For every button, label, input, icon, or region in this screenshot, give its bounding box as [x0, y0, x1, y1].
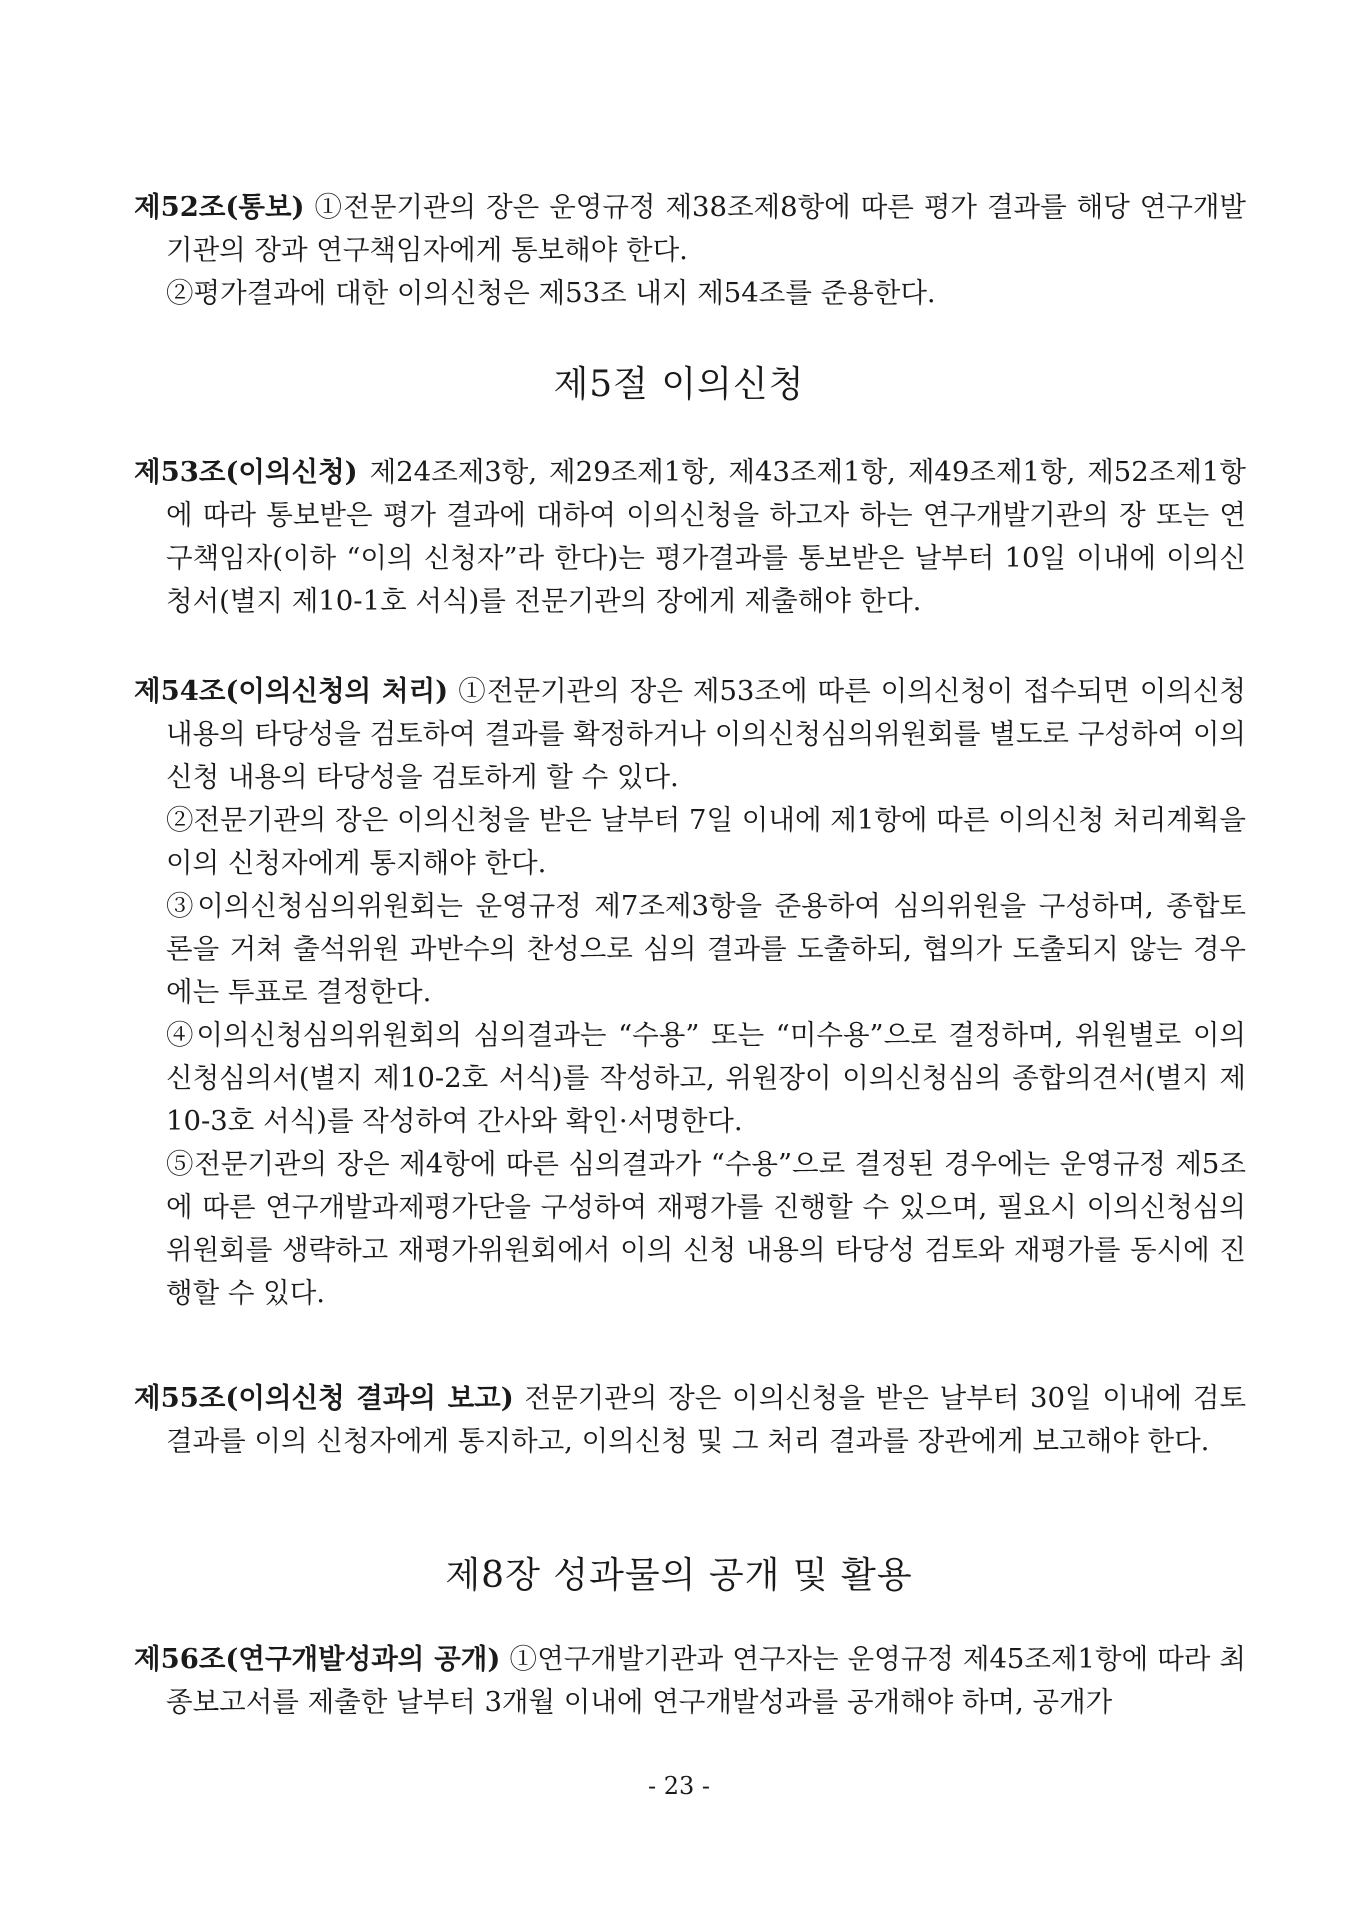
article-52-paragraph-1 [134, 186, 1246, 272]
article-53-text: 제24조제3항, 제29조제1항, 제43조제1항, 제49조제1항, 제52조제1항에 따라 통보받은 평가 결과에 대하여 이의신청을 하고자 하는 연구개발기관의 장 또는 연구책임자(이하 “이의 신청자”라 한다)는 평가결과를 통보받은 날부터 10일 이내에 이의신청서(별지 제10-1호 서식)를 전문기관의 장에게 제출해야 한다. [166, 456, 1246, 617]
article-52-paragraph-2: ②평가결과에 대한 이의신청은 제53조 내지 제54조를 준용한다. [166, 277, 936, 309]
chapter-8-heading: 제8장 성과물의 공개 및 활용 [445, 1555, 913, 1596]
article-55-text: 전문기관의 장은 이의신청을 받은 날부터 30일 이내에 검토 결과를 이의 신청자에게 통지하고, 이의신청 및 그 처리 결과를 장관에게 보고해야 한다. [166, 1382, 1247, 1457]
article-54-paragraph-1 [134, 670, 1246, 799]
article-54-paragraph-5: ⑤전문기관의 장은 제4항에 따른 심의결과가 “수용”으로 결정된 경우에는 운영규정 제5조에 따른 연구개발과제평가단을 구성하여 재평가를 진행할 수 있으며, 필요시 이의신청심의위원회를 생략하고 재평가위원회에서 이의 신청 내용의 타당성 검토와 재평가를 동시에 진행할 수 있다. [166, 1148, 1246, 1309]
page-number: - 23 - [647, 1772, 710, 1800]
article-54-paragraph-3: ③이의신청심의위원회는 운영규정 제7조제3항을 준용하여 심의위원을 구성하며, 종합토론을 거쳐 출석위원 과반수의 찬성으로 심의 결과를 도출하되, 협의가 도출되지 않는 경우에는 투표로 결정한다. [166, 890, 1246, 1008]
article-56-paragraph [134, 1638, 1246, 1724]
article-54-text-1: ①전문기관의 장은 제53조에 따른 이의신청이 접수되면 이의신청 내용의 타당성을 검토하여 결과를 확정하거나 이의신청심의위원회를 별도로 구성하여 이의신청 내용의 타당성을 검토하게 할 수 있다. [166, 675, 1246, 793]
article-53-title: 제53조(이의신청) [134, 456, 358, 488]
article-53-paragraph [134, 451, 1246, 623]
article-54-title: 제54조(이의신청의 처리) [134, 675, 449, 707]
article-55-title: 제55조(이의신청 결과의 보고) [134, 1382, 514, 1414]
article-54-paragraph-2: ②전문기관의 장은 이의신청을 받은 날부터 7일 이내에 제1항에 따른 이의신청 처리계획을 이의 신청자에게 통지해야 한다. [166, 804, 1246, 879]
article-54 [134, 670, 1246, 1315]
article-52-text-1: ①전문기관의 장은 운영규정 제38조제8항에 따른 평가 결과를 해당 연구개발기관의 장과 연구책임자에게 통보해야 한다. [166, 191, 1246, 266]
article-56-text: ①연구개발기관과 연구자는 운영규정 제45조제1항에 따라 최종보고서를 제출한 날부터 3개월 이내에 연구개발성과를 공개해야 하며, 공개가 [166, 1643, 1246, 1718]
section-5-heading: 제5절 이의신청 [553, 364, 805, 405]
article-55 [134, 1377, 1246, 1463]
article-53 [134, 451, 1246, 623]
article-55-paragraph [134, 1377, 1246, 1463]
article-56 [134, 1638, 1246, 1724]
article-52-title: 제52조(통보) [134, 191, 305, 223]
article-56-title: 제56조(연구개발성과의 공개) [134, 1643, 501, 1675]
article-52 [134, 186, 1246, 315]
article-54-paragraph-4: ④이의신청심의위원회의 심의결과는 “수용” 또는 “미수용”으로 결정하며, 위원별로 이의신청심의서(별지 제10-2호 서식)를 작성하고, 위원장이 이의신청심의 종합의견서(별지 제10-3호 서식)를 작성하여 간사와 확인·서명한다. [166, 1019, 1246, 1137]
